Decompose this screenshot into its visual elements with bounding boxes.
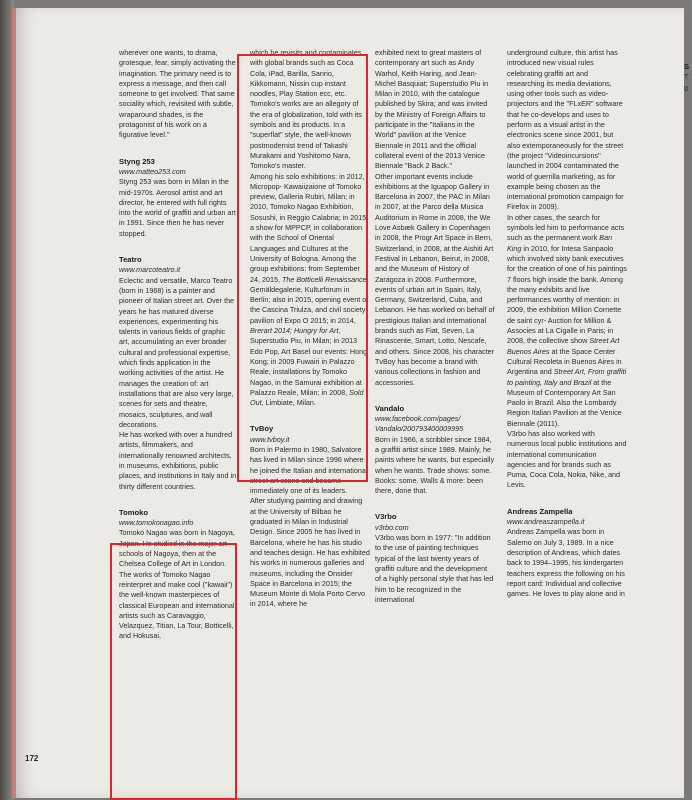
v3rbo-clients-paragraph: V3rbo has also worked with numerous local public institutions and international communication agencies and for brands such as Puma, Coca Cola, Nokia, Nike, and Levis. [507, 428, 627, 490]
tomoko-continued-paragraph: which he revisits and contaminates with global brands such as Coca Cola, iPad, Barilla, Sanrio, Kikkomann, Nissin cup instant noodles, Play Station ecc, etc. Tomoko's works are an allegory of the era of globalization, told with its symbols and its products. In a "superflat" style, the well-known postmodernist trend of Takashi Murakami and Yoshitomo Nara, Tomoko's master. [250, 48, 362, 171]
artist-url-zampella: www.andreaszampella.it [507, 517, 585, 527]
artist-name-v3rbo: V3rbo [375, 512, 397, 522]
artist-url-teatro: www.marcoteatro.it [119, 265, 181, 275]
tvboy-events-paragraph: Other important events include exhibitions at the Iguapop Gallery in Barcelona in 2007, the PAC in Milan in 2007, at the Parco della Musica Auditorium in Rome in 2008, the We Love Asbæk Gallery in Copenhagen in 2008, the Progr Art Space in Bern, Switzerland, in 2008, at the Aishiti Art Festival in Lebanon, Beirut, in 2008, and the Museum of History of Zaragoza in 2008. Furthermore, events of urban art in Spain, Italy, Germany, Switzerland, Cuba, and Lebanon. He has worked on behalf of prestigious Italian and international brands such as Fiat, Seven, La Rinascente, Smart, Lotto, Nescafe, and others. Since 2008, his character TvBoy has become a brand with various collections in fashion and accessories. [375, 171, 495, 387]
artist-url-vandalo: www.facebook.com/pages/ Vandalo/200793400009995 [375, 414, 464, 434]
artist-bio-tvboy: Born in Palermo in 1980, Salvatore has lived in Milan since 1996 where he joined the Italian and international street art scene and became immediately one of its leaders. [250, 444, 368, 496]
artist-bio-styng: Styng 253 was born in Milan in the mid-1970s. Aerosol artist and art director, he entered with full rights into the world of graffiti and urban art in 1991. Since then he has never stopped. [119, 177, 236, 238]
artist-bio-teatro: Eclectic and versatile, Marco Teatro (born in 1968) is a painter and pioneer of Italian street art. Over the years he has matured diverse experiences, experimenting his talents in various fields of graphic art, accumulating an ever broader cultural and professional expertise, which finds application in the working activities of the artist. He manages the creation of: art installations that are also very large, scenes for sets and theatre, mosaics, sculptures, and wall decorations. [119, 275, 235, 429]
artist-name-teatro: Teatro [119, 255, 142, 265]
page-number: 172 [25, 754, 39, 763]
artist-name-tomoko: Tomoko [119, 507, 148, 517]
artist-url-tvboy: www.tvboy.it [250, 434, 290, 444]
artist-url-tomoko: www.tomokonagao.info [119, 518, 194, 528]
artist-bio-v3rbo: V3rbo was born in 1977: "In addition to the use of painting techniques typical of the last twenty years of graffiti culture and the development of a highly personal style that has led him to be recognized in the international [375, 533, 494, 604]
column-5-cutoff [684, 56, 692, 93]
column-3 [375, 48, 495, 605]
cutoff-letter-3: g [684, 82, 688, 92]
artist-bio-tomoko: Tomoko Nagao was born in Nagoya, Japan. He studied in the major art schools of Nagoya, then at the Chelsea College of Art in London. [119, 528, 235, 569]
intro-paragraph: wherever one wants, to drama, grotesque, fear, simply activating the imagination. The primary need is to express a message, and then call someone to get involved. That same sociality which, revisited with subtle, wraparound shades, is the protagonist of his work on a figurative level." [119, 48, 236, 140]
tvboy-continued-paragraph: exhibited next to great masters of contemporary art such as Andy Warhol, Keith Haring, and Jean-Michel Basquiat; Superstudio Piu in Milan in 2010, with the catalogue published by Skira; and was invited by the Ministry of Foreign Affairs to participate in the "Italians in the World" pavilion at the Venice Biennale in 2011 and the official collateral event of the 2013 Venice Biennale "Back 2 Back." [375, 48, 489, 171]
artist-name-zampella: Andreas Zampella [507, 506, 573, 516]
artist-bio-teatro-2: He has worked with over a hundred artists, filmmakers, and internationally renowned architects, in museums, exhibitions, public places, and institutions in Italy and in thirty different countries. [119, 430, 237, 491]
highlight-box-tomoko [110, 543, 237, 800]
artist-bio-tvboy-2: After studying painting and drawing at the University of Bilbao he graduated in Milan in Industrial Design. Since 2005 he has lived in Barcelona, where he has his studio and teaches design. He has exhibited his works in numerous galleries and museums, including the Onsider Space in Barcelona in 2015; the Museum Monte di Mola Porto Cervo in 2014, where he [250, 496, 370, 609]
artist-name-tvboy: TvBoy [250, 424, 274, 434]
column-4 [507, 48, 627, 599]
artist-name-vandalo: Vandalo [375, 403, 405, 413]
cutoff-letter-2: T [684, 72, 689, 82]
artist-name-styng: Styng 253 [119, 156, 155, 166]
highlight-box-tomoko-continued [237, 54, 368, 482]
artist-url-styng: www.matteo253.com [119, 166, 186, 176]
page-edge [12, 8, 16, 798]
artist-bio-zampella: Andreas Zampella was born in Salerno on July 3, 1989. In a nice description of Andreas, which dates back to 1994–1995, his kindergarten teachers express the following on his report card: Individual and collective games. He loves to play alone and in [507, 527, 625, 599]
artist-bio-vandalo: Born in 1966, a scribbler since 1984, a graffiti artist since 1989. Mainly, he paints where he wants, but especially when he wants. Trade shows: some. Books: some. Walls & more: been there, done that. [375, 434, 495, 496]
artist-bio-tomoko-2: The works of Tomoko Nagao reinterpret and make cool ("kawaii") the well-known masterpieces of classical European and international artists such as Caravaggio, Velazquez, Titian, La Tour, Botticelli, and Hokusai, [119, 569, 235, 641]
cutoff-letter-1: S [684, 62, 690, 71]
artist-url-v3rbo: v3rbo.com [375, 522, 409, 532]
v3rbo-performances-paragraph: In other cases, the search for symbols led him to performance acts such as the permanent work Ban King in 2010, for Intesa Sanpaolo which involved sixty bank executives for the creation of one of his paintings 7 floors high inside the bank. Among the many exhibits and live performances worthy of mention: in 2009, the exhibition Million Cornette de saint cyr- Auction for Million & Associes at La Cigalle in Paris; in 2008, the collective show Street Art Buenos Aires at the Space Center Cultural Recoleta in Buenos Aires in Argentina and Street Art, From graffiti to painting, Italy and Brazil at the Museum of Contemporary Art San Paolo in Brazil. Also the Lombardy Region Italian Pavilion at the Venice Biennale (2011). [507, 212, 627, 428]
tomoko-exhibitions-paragraph: Among his solo exhibitions: in 2012, Micropop- Kawaiizaione of Tomoko preview, Galleria Rubiri, Milan; in 2010, Tomoko Nagao Exhibition, Sosushi, in Reggio Calabria; in 2015, a show for MPPCP, in collaboration with the School of Oriental Languages and Cultures at the University of Bologna. Among the group exhibitions: from September 24, 2015, The Botticelli Renaissance, Gemäldegalerie, Kulturforum in Berlin; also in 2015, opening event of the Cascina Triulza, and civil society pavilion of Expo O 2015; in 2014, Brerart 2014; Hungry for Art, Superstudio Piu, in Milan; in 2013 Edo Pop, Art Basel our events: Hong Kong; in 2009 Fuwairi in Palazzo Reale, installations by Tomoko Nagao, in the Samurai exhibition at Palazzo Reale, Milan; in 2008, Sold Out, Limbiate, Milan. [250, 171, 369, 408]
v3rbo-continued-paragraph: underground culture, this artist has introduced new visual rules celebrating graffiti art and researching its media deviations, using other tools such as video-projectors and the "FLxER" software that he co-develops and uses to perform as a visual artist in the electronics scene since 2001, but also extemporaneously for the street (the project "Videoincursions" launched in 2004 contaminated the world of guerrilla marketing, as for example being chosen as the international promotion campaign for Firefox in 2009). [507, 48, 624, 212]
